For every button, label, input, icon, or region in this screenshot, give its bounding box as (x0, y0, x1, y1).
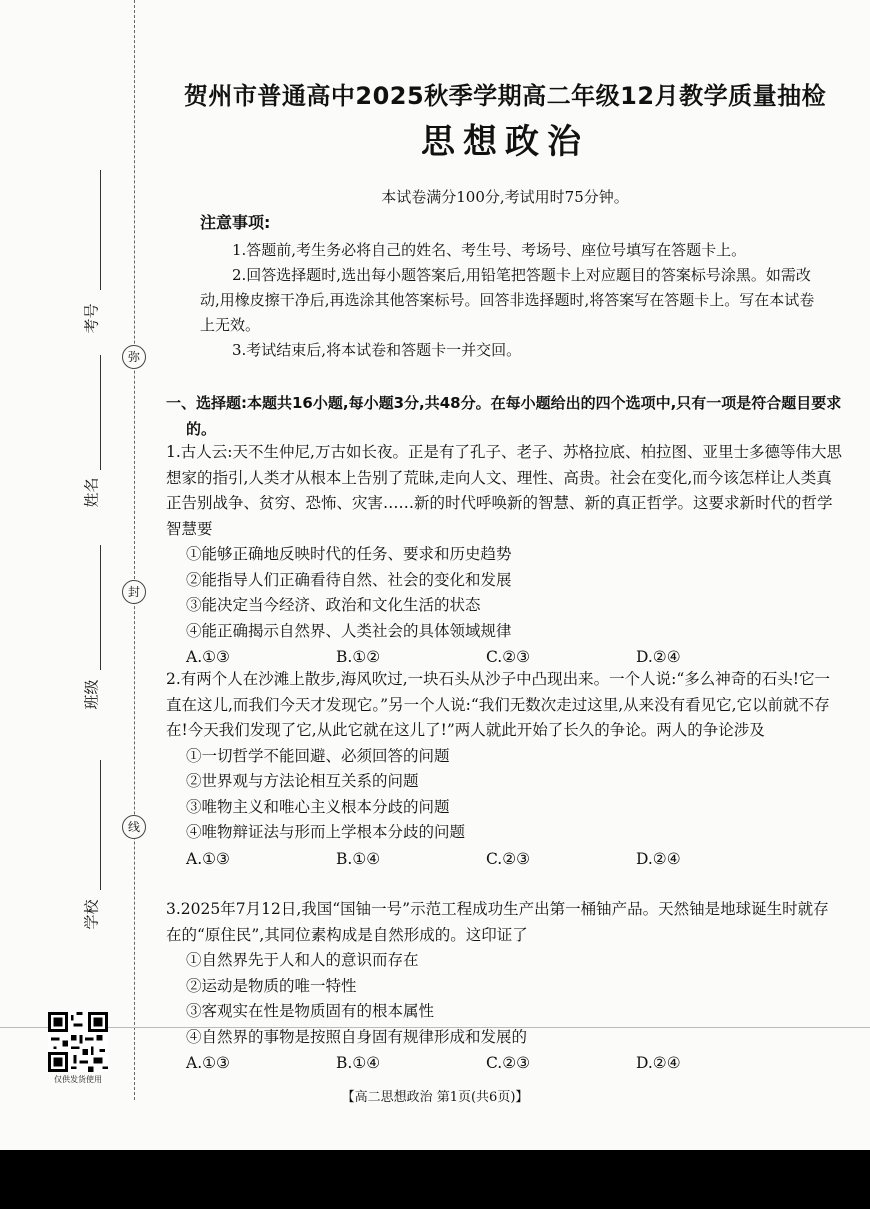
answer-choice-c: C.②③ (486, 648, 531, 666)
question-option: ①自然界先于人和人的意识而存在 (186, 951, 419, 969)
exam-title: 贺州市普通高中2025秋季学期高二年级12月教学质量抽检 (183, 82, 827, 110)
seal-char-feng: 封 (122, 580, 146, 604)
answer-choices (166, 1050, 844, 1076)
answer-choice-a: A.①③ (186, 648, 230, 666)
field-line-school (100, 760, 101, 890)
question-option: ④能正确揭示自然界、人类社会的具体领域规律 (186, 621, 512, 640)
seal-char-xian: 线 (122, 815, 146, 839)
question-option: ④自然界的事物是按照自身固有规律形成和发展的 (186, 1027, 528, 1046)
notice-item-1: 1.答题前,考生务必将自己的姓名、考生号、考场号、座位号填写在答题卡上。 (232, 241, 747, 259)
answer-choice-b: B.①④ (336, 849, 381, 868)
qr-caption: 仅供发货使用 (54, 1075, 102, 1084)
exam-info: 本试卷满分100分,考试用时75分钟。 (381, 188, 629, 206)
field-label-class: 班级 (82, 679, 101, 710)
qr-code-icon (48, 1012, 108, 1072)
answer-choice-d: D.②④ (636, 648, 681, 666)
field-label-name: 姓名 (82, 477, 101, 508)
answer-choice-d: D.②④ (636, 849, 681, 868)
question-stem: 2.有两个人在沙滩上散步,海风吹过,一块石头从沙子中凸现出来。一个人说:“多么神奇的石头!它一直在这儿,而我们今天才发现它。”另一个人说:“我们无数次走过这里,从来没有看见它,它以前就不存在!今天我们发现了它,从此它就在这儿了!”两人就此开始了长久的争论。两人的争论涉及 (166, 670, 831, 739)
answer-choice-c: C.②③ (486, 849, 531, 868)
question-option: ③客观实在性是物质固有的根本属性 (186, 1002, 435, 1020)
question-option: ③唯物主义和唯心主义根本分歧的问题 (186, 797, 450, 816)
section-heading: 一、选择题:本题共16小题,每小题3分,共48分。在每小题给出的四个选项中,只有一项是符合题目要求的。 (166, 394, 842, 438)
field-line-class (100, 545, 101, 670)
field-line-exam-number (100, 170, 101, 290)
question-option: ①能够正确地反映时代的任务、要求和历史趋势 (186, 545, 512, 563)
question-3 (166, 897, 844, 1076)
question-stem: 1.古人云:天不生仲尼,万古如长夜。正是有了孔子、老子、苏格拉底、柏拉图、亚里士多德等伟大思想家的指引,人类才从根本上告别了荒昧,走向人文、理性、高贵。社会在变化,而今该怎样让人类真正告别战争、贫穷、恐怖、灾害……新的时代呼唤新的智慧、新的真正哲学。这要求新时代的哲学智慧要 (166, 443, 842, 538)
notice-item-2: 2.回答选择题时,选出每小题答案后,用铅笔把答题卡上对应题目的答案标号涂黑。如需改动,用橡皮擦干净后,再选涂其他答案标号。回答非选择题时,将答案写在答题卡上。写在本试卷上无效。 (200, 266, 815, 334)
question-option: ②世界观与方法论相互关系的问题 (186, 772, 419, 790)
question-option: ②能指导人们正确看待自然、社会的变化和发展 (186, 570, 512, 589)
question-1 (166, 440, 844, 670)
subject-title: 思想政治 (421, 122, 589, 162)
answer-choice-d: D.②④ (636, 1054, 681, 1072)
question-option: ②运动是物质的唯一特性 (186, 976, 357, 995)
answer-choice-a: A.①③ (186, 1054, 230, 1072)
page-footer: 【高二思想政治 第1页(共6页)】 (341, 1090, 529, 1105)
field-label-school: 学校 (82, 899, 101, 930)
answer-choice-a: A.①③ (186, 849, 230, 868)
answer-choice-b: B.①④ (336, 1054, 381, 1072)
notice-item-3: 3.考试结束后,将本试卷和答题卡一并交回。 (232, 341, 522, 359)
question-option: ①一切哲学不能回避、必须回答的问题 (186, 746, 450, 765)
question-option: ③能决定当今经济、政治和文化生活的状态 (186, 596, 481, 614)
question-stem: 3.2025年7月12日,我国“国铀一号”示范工程成功生产出第一桶铀产品。天然铀是地球诞生时就存在的“原住民”,其同位素构成是自然形成的。这印证了 (166, 900, 829, 944)
notice-title: 注意事项: (200, 213, 271, 232)
question-2 (166, 667, 844, 872)
seal-char-mi: 弥 (122, 345, 146, 369)
answer-choice-c: C.②③ (486, 1054, 531, 1072)
field-line-name (100, 355, 101, 470)
binding-dashed-line (134, 0, 135, 1100)
answer-choices (166, 846, 844, 872)
answer-choice-b: B.①② (336, 648, 381, 666)
question-option: ④唯物辩证法与形而上学根本分歧的问题 (186, 823, 466, 841)
field-label-exam-number: 考号 (82, 303, 101, 334)
scan-bottom-border (0, 1150, 870, 1209)
